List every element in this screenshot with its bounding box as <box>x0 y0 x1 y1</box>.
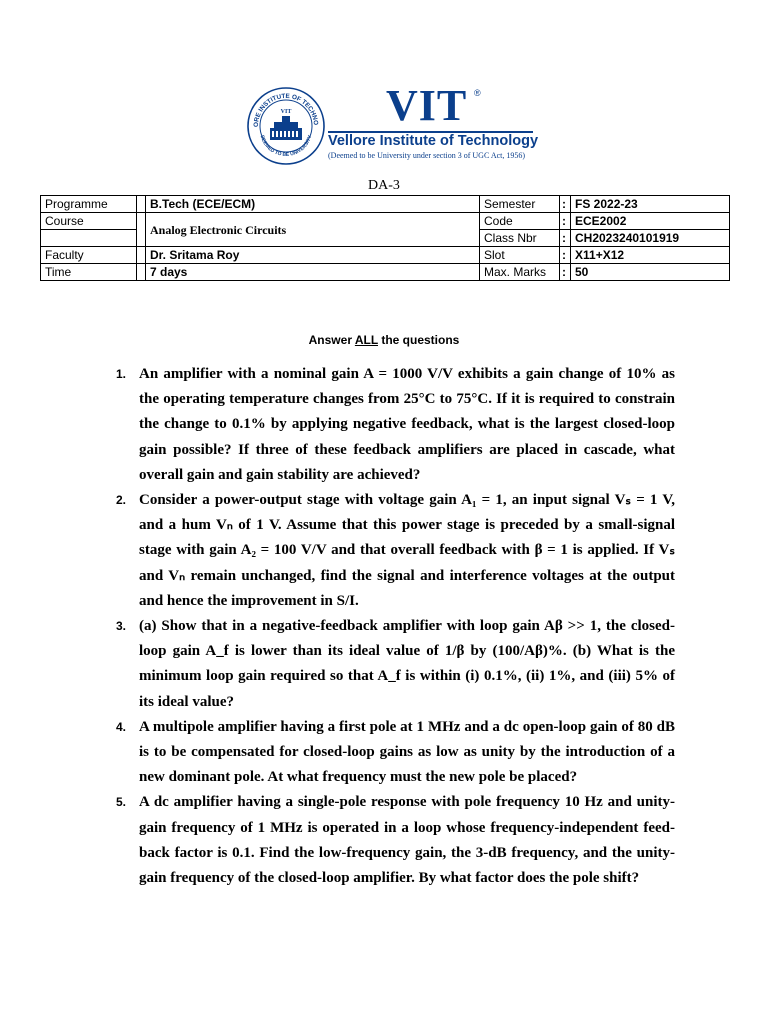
question-number: 4. <box>116 719 127 734</box>
question-text: A multipole amplifier having a first pole at 1 MHz and a dc open-loop gain of 80 dB is to be compensated for closed-loop gains as low as unity by the introduction of a new dominant pole. At what frequency must the new pole be placed? <box>139 718 675 786</box>
colon-cell: : <box>560 230 571 247</box>
question-item <box>0 362 768 488</box>
time-label: Time <box>41 264 137 281</box>
class-nbr-value: CH2023240101919 <box>571 230 730 247</box>
colon-cell <box>137 196 146 213</box>
colon-cell: : <box>560 247 571 264</box>
slot-value: X11+X12 <box>571 247 730 264</box>
faculty-label: Faculty <box>41 247 137 264</box>
registered-mark: ® <box>474 88 481 98</box>
instructions-prefix: Answer <box>308 333 355 347</box>
colon-cell <box>137 213 146 247</box>
brand-name: VIT <box>386 81 468 130</box>
instructions-suffix: the questions <box>378 333 460 347</box>
colon-cell <box>137 264 146 281</box>
programme-value: B.Tech (ECE/ECM) <box>146 196 480 213</box>
table-row <box>41 213 730 230</box>
question-text: Consider a power-output stage with voltage gain A₁ = 1, an input signal Vₛ = 1 V, and a hum Vₙ of 1 V. Assume that this power stage is preceded by a small-signal stage with gain A₂ = 100 V/V and that overall feedback with β = 1 is applied. If Vₛ and Vₙ remain unchanged, find the signal and interference voltages at the output and hence the improvement in S/I. <box>139 492 675 609</box>
question-text: A dc amplifier having a single-pole response with pole frequency 10 Hz and unity-gain frequency of 1 MHz is operated in a loop whose frequency-independent feed-back factor is 0.1. Find the low-frequency gain, the 3-dB frequency, and the unity-gain frequency of the closed-loop amplifier. By what factor does the pole shift? <box>139 794 675 887</box>
question-number: 2. <box>116 493 127 508</box>
max-marks-value: 50 <box>571 264 730 281</box>
question-list <box>0 362 768 891</box>
seal-center-text: VIT <box>280 109 292 115</box>
colon-cell: : <box>560 196 571 213</box>
seal-top-text: ORE INSTITUTE OF TECHNO <box>252 92 320 128</box>
course-info-table <box>40 195 730 281</box>
institute-name: Vellore Institute of Technology <box>328 133 539 149</box>
semester-label: Semester <box>480 196 560 213</box>
semester-value: FS 2022-23 <box>571 196 730 213</box>
deemed-university-note: (Deemed to be University under section 3 of UGC Act, 1956) <box>328 151 526 160</box>
table-row <box>41 247 730 264</box>
question-number: 3. <box>116 619 127 634</box>
colon-cell: : <box>560 264 571 281</box>
question-number: 5. <box>116 795 127 810</box>
seal-bottom-text: DEEMED TO BE UNIVERSITY <box>258 134 314 159</box>
question-item <box>0 715 768 791</box>
code-label: Code <box>480 213 560 230</box>
table-row <box>41 196 730 213</box>
slot-label: Slot <box>480 247 560 264</box>
course-value: Analog Electronic Circuits <box>146 213 480 247</box>
vit-seal-logo <box>246 86 326 166</box>
instructions-line <box>0 333 768 347</box>
class-nbr-label: Class Nbr <box>480 230 560 247</box>
course-label: Course <box>41 213 137 230</box>
vit-brand-block <box>328 81 548 166</box>
max-marks-label: Max. Marks <box>480 264 560 281</box>
faculty-value: Dr. Sritama Roy <box>146 247 480 264</box>
instructions-emphasis: ALL <box>354 333 378 347</box>
table-row <box>41 264 730 281</box>
colon-cell: : <box>560 213 571 230</box>
time-value: 7 days <box>146 264 480 281</box>
question-item <box>0 488 768 614</box>
question-text: An amplifier with a nominal gain A = 1000 V/V exhibits a gain change of 10% as the operating temperature changes from 25°C to 75°C. If it is required to constrain the change to 0.1% by applying negative feedback, what is the largest closed-loop gain possible? If three of these feedback amplifiers are placed in cascade, what overall gain and gain stability are achieved? <box>139 366 675 483</box>
empty-label <box>41 230 137 247</box>
code-value: ECE2002 <box>571 213 730 230</box>
document-code: DA-3 <box>368 178 400 193</box>
programme-label: Programme <box>41 196 137 213</box>
colon-cell <box>137 247 146 264</box>
question-text: (a) Show that in a negative-feedback amplifier with loop gain Aβ >> 1, the closed-loop gain A_f is lower than its ideal value of 1/β by (100/Aβ)%. (b) What is the minimum loop gain required so that A_f is within (i) 0.1%, (ii) 1%, and (iii) 5% of its ideal value? <box>139 618 675 710</box>
question-number: 1. <box>116 367 127 381</box>
seal-emblem-icon <box>246 86 326 166</box>
question-item <box>0 614 768 715</box>
question-item <box>0 790 768 891</box>
